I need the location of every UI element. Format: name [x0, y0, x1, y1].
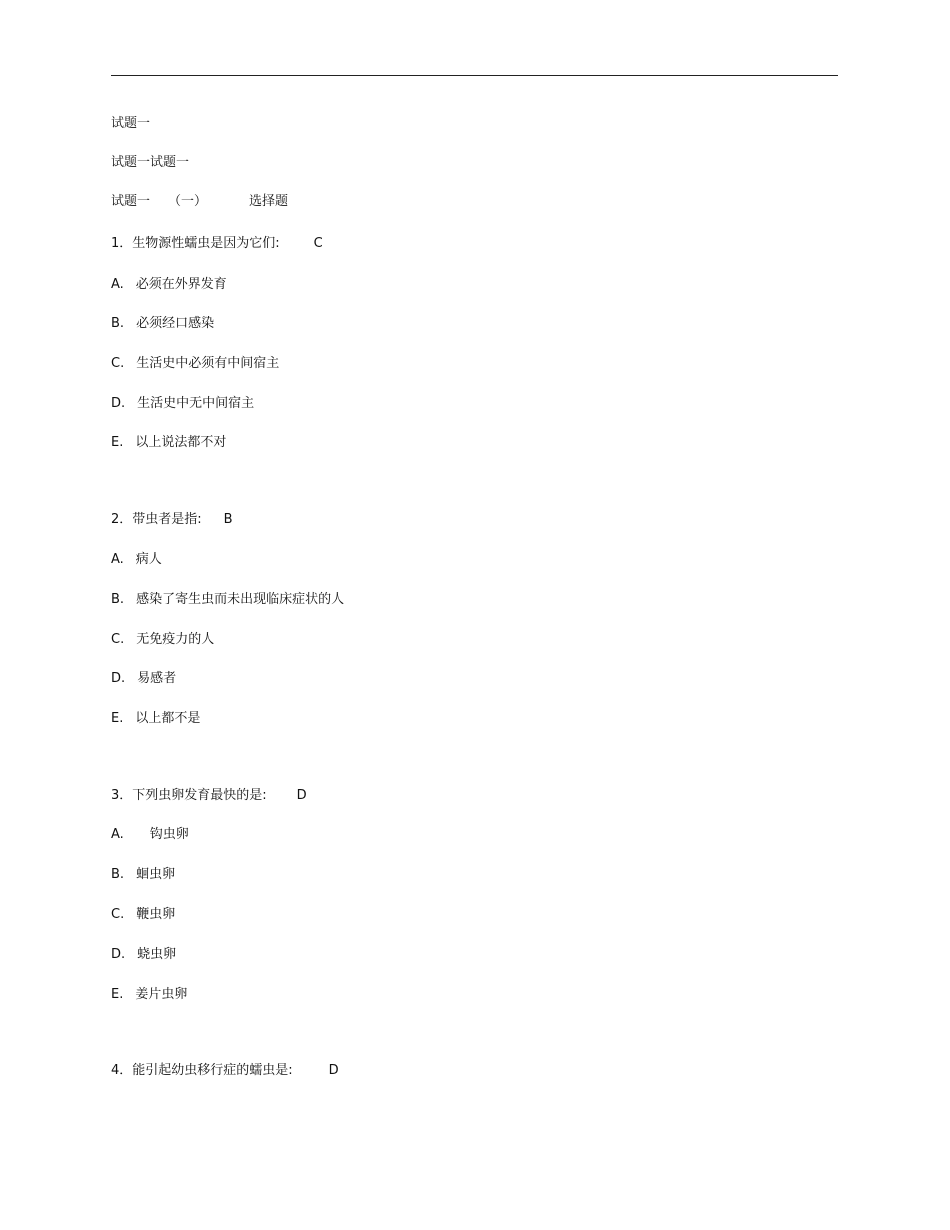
question-3-option-d: D. 蛲虫卵: [111, 947, 177, 962]
question-1-stem: 1．生物源性蠕虫是因为它们: C: [111, 236, 323, 251]
question-2-answer: B: [223, 512, 233, 527]
question-3-stem: 3．下列虫卵发育最快的是: D: [111, 788, 307, 803]
doc-heading-2: 试题一试题一: [111, 155, 190, 170]
question-4-stem: 4．能引起幼虫移行症的蠕虫是: D: [111, 1063, 339, 1078]
question-3-option-e: E. 姜片虫卵: [111, 987, 188, 1002]
question-1-option-d: D. 生活史中无中间宿主: [111, 396, 255, 411]
question-3-option-b: B. 蛔虫卵: [111, 867, 176, 882]
question-2-option-c: C. 无免疫力的人: [111, 632, 215, 647]
doc-heading-1: 试题一: [111, 116, 151, 131]
question-3-option-a: A. 钩虫卵: [111, 827, 189, 842]
question-1-answer: C: [313, 236, 323, 251]
question-1-option-a: A. 必须在外界发育: [111, 277, 227, 292]
question-2-option-b: B. 感染了寄生虫而未出现临床症状的人: [111, 592, 345, 607]
question-4-answer: D: [328, 1063, 339, 1078]
header-rule: [111, 75, 838, 76]
question-1-option-e: E. 以上说法都不对: [111, 435, 227, 450]
question-2-stem: 2．带虫者是指: B: [111, 512, 233, 527]
question-2-option-d: D. 易感者: [111, 671, 177, 686]
question-1-option-c: C. 生活史中必须有中间宿主: [111, 356, 280, 371]
question-2-option-e: E. 以上都不是: [111, 711, 201, 726]
section-heading: 试题一 （一） 选择题: [111, 194, 289, 209]
question-2-option-a: A. 病人: [111, 552, 162, 567]
question-3-answer: D: [296, 788, 307, 803]
question-3-option-c: C. 鞭虫卵: [111, 907, 176, 922]
question-1-option-b: B. 必须经口感染: [111, 316, 215, 331]
